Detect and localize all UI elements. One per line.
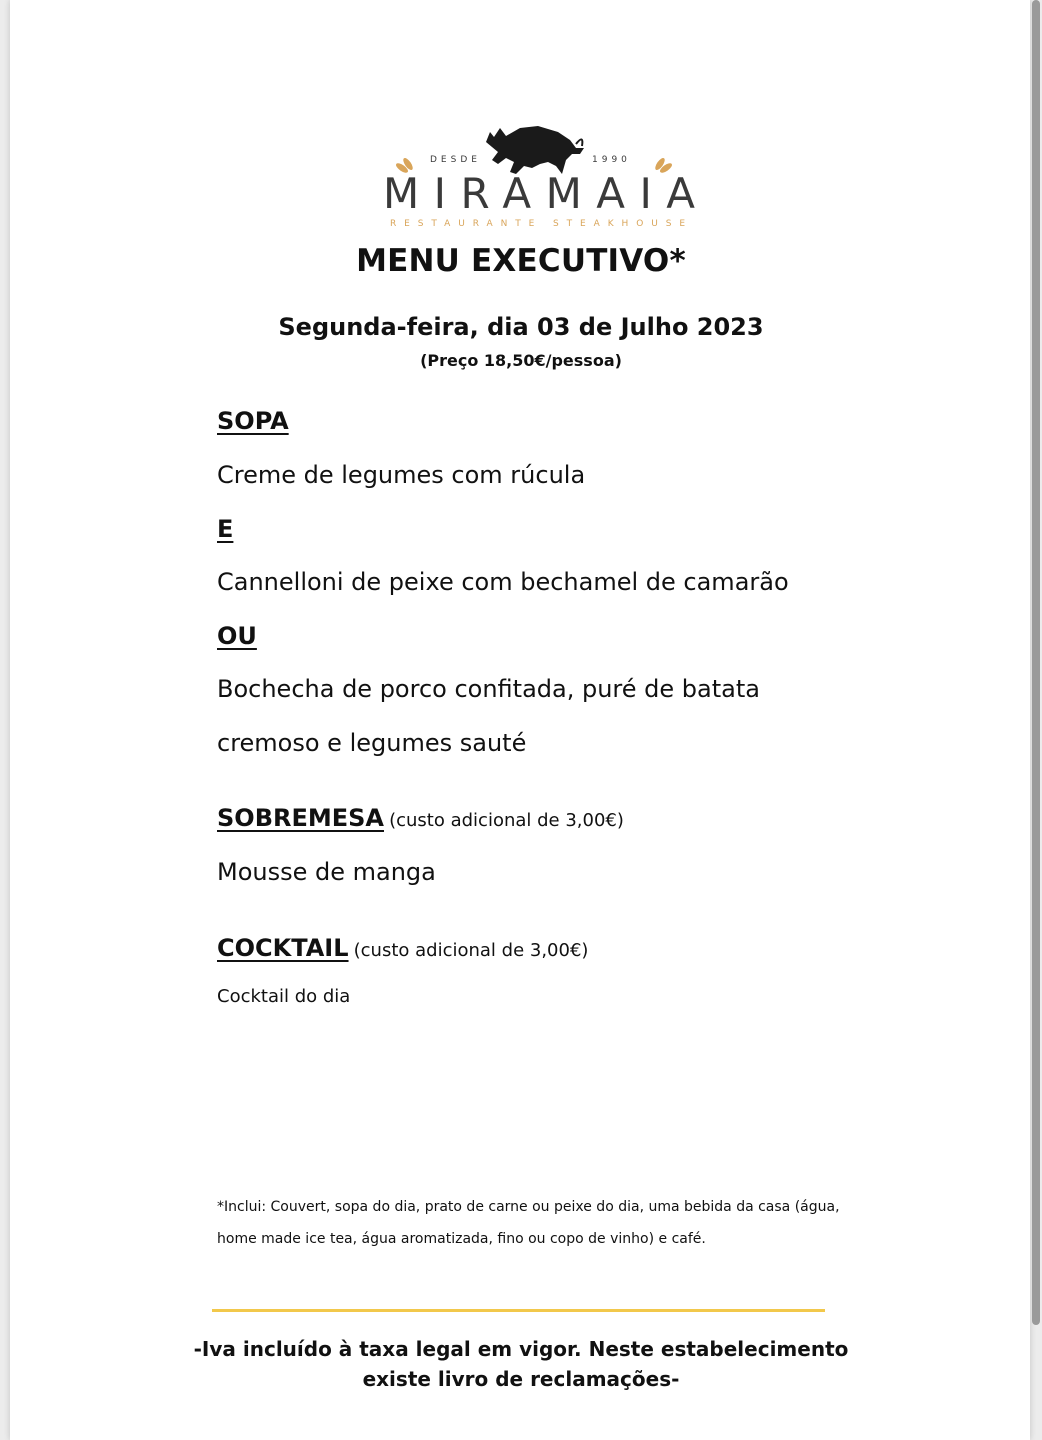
- menu-item-bochecha-line1: Bochecha de porco confitada, puré de batata: [217, 675, 760, 703]
- sobremesa-note: (custo adicional de 3,00€): [389, 810, 624, 831]
- menu-title: MENU EXECUTIVO*: [356, 243, 686, 279]
- cocktail-note: (custo adicional de 3,00€): [353, 940, 589, 961]
- menu-page: [10, 0, 1030, 1440]
- menu-item-cocktail: Cocktail do dia: [217, 986, 351, 1007]
- logo-since-left: DESDE: [430, 155, 481, 165]
- section-heading-sobremesa: SOBREMESA: [217, 804, 384, 832]
- footnote-line1: *Inclui: Couvert, sopa do dia, prato de carne ou peixe do dia, uma bebida da casa (água,: [217, 1199, 840, 1215]
- logo-tagline: RESTAURANTE STEAKHOUSE: [390, 219, 690, 229]
- footnote-line2: home made ice tea, água aromatizada, fino ou copo de vinho) e café.: [217, 1231, 706, 1247]
- section-heading-ou: OU: [217, 622, 257, 650]
- legal-line2: existe livro de reclamações-: [362, 1367, 680, 1391]
- menu-item-bochecha-line2: cremoso e legumes sauté: [217, 729, 527, 757]
- bull-icon: [486, 126, 584, 174]
- section-sobremesa-header: [217, 804, 624, 832]
- menu-item-sobremesa: Mousse de manga: [217, 858, 436, 886]
- logo-since-right: 1990: [592, 155, 631, 165]
- divider-line: [212, 1309, 825, 1312]
- menu-item-cannelloni: Cannelloni de peixe com bechamel de camarão: [217, 568, 789, 596]
- logo-brand: MIRAMAIA: [383, 169, 697, 218]
- section-heading-e: E: [217, 515, 234, 543]
- menu-item-sopa: Creme de legumes com rúcula: [217, 461, 586, 489]
- menu-price: (Preço 18,50€/pessoa): [420, 351, 622, 370]
- legal-notice: [0, 1334, 1042, 1394]
- scrollbar[interactable]: [1032, 0, 1040, 1325]
- section-heading-cocktail: COCKTAIL: [217, 934, 349, 962]
- section-heading-sopa: SOPA: [217, 407, 289, 435]
- section-cocktail-header: [217, 934, 588, 962]
- menu-date: Segunda-feira, dia 03 de Julho 2023: [278, 313, 764, 341]
- restaurant-logo: [370, 118, 710, 234]
- legal-line1: -Iva incluído à taxa legal em vigor. Neste estabelecimento: [193, 1337, 849, 1361]
